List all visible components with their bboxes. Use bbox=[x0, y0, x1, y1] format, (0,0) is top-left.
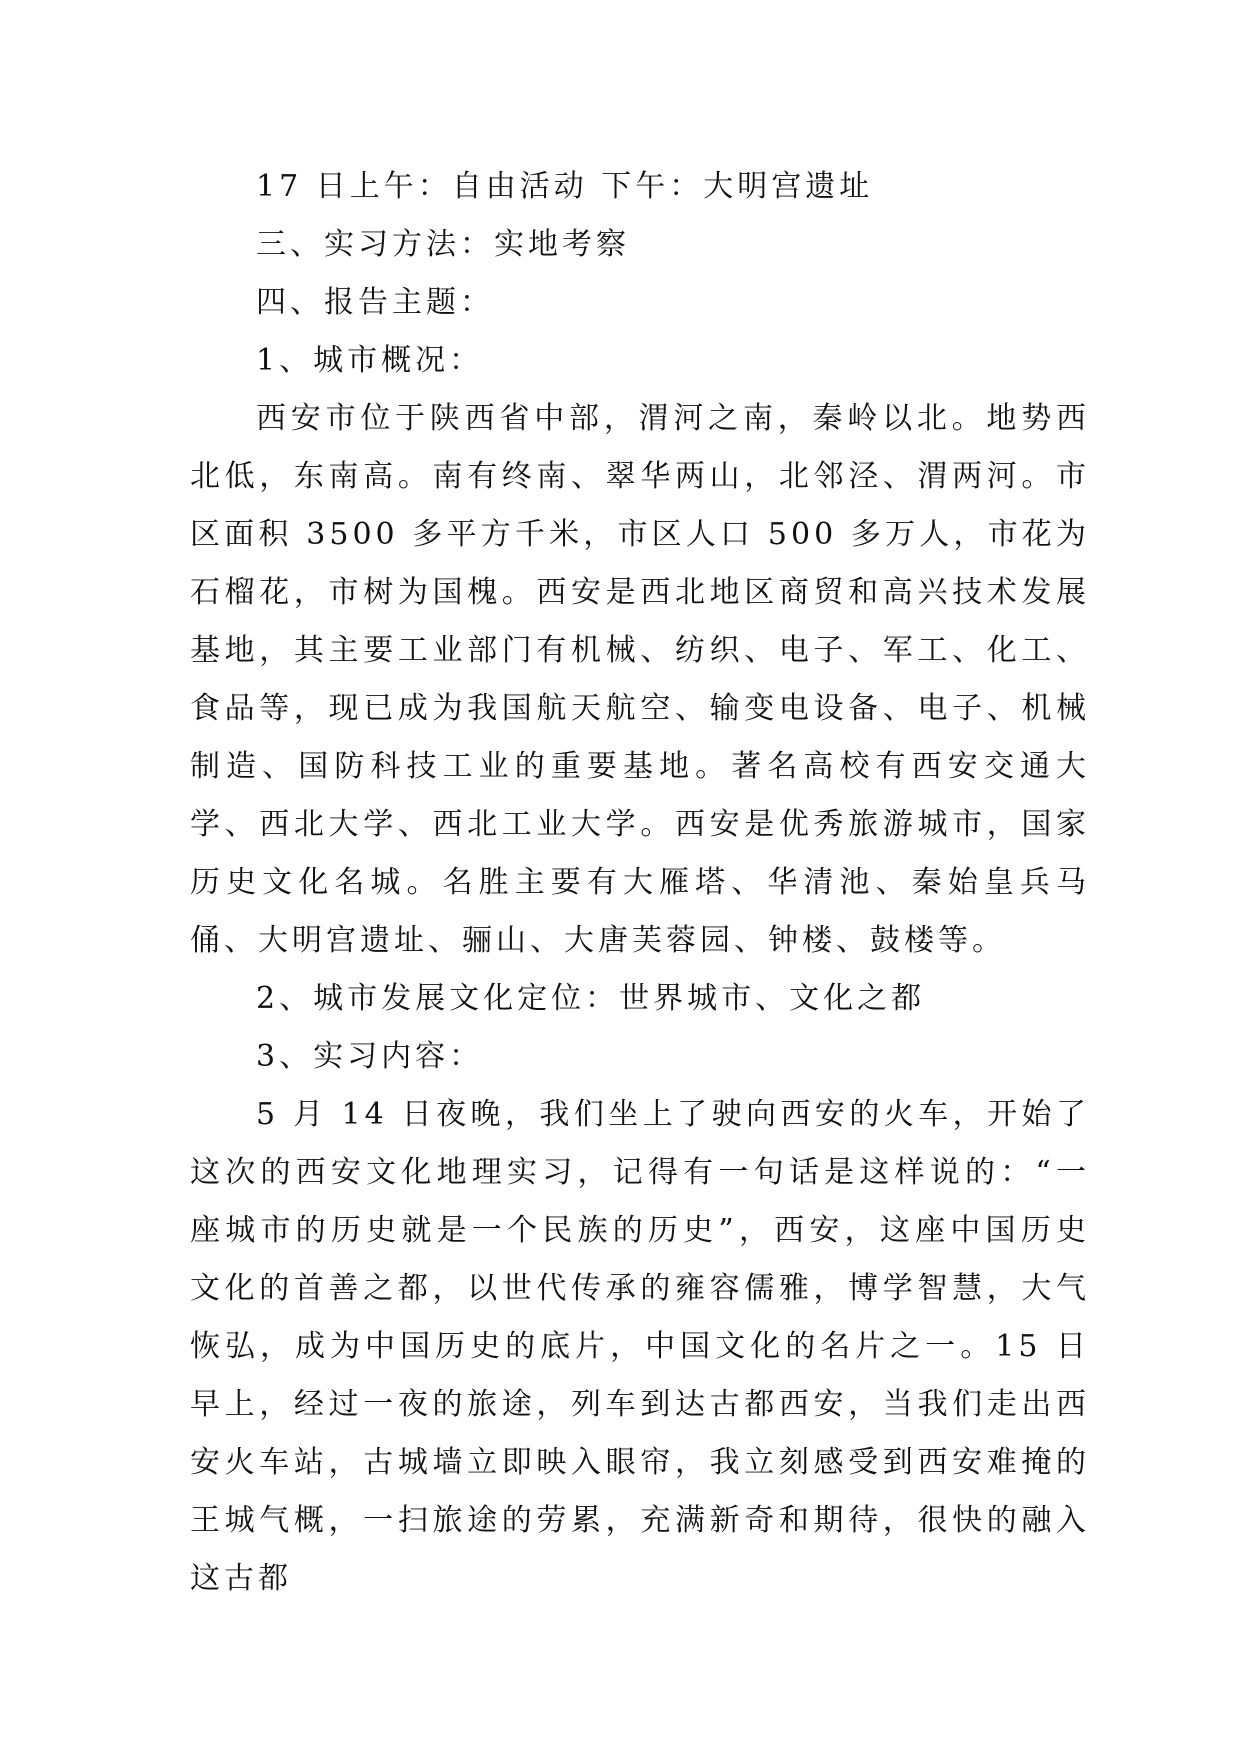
section-heading-topic: 四、报告主题： bbox=[256, 285, 494, 320]
document-body bbox=[190, 158, 1090, 1608]
subheading-internship-content: 3、实习内容： bbox=[256, 1039, 484, 1074]
schedule-line-17th: 17 日上午：自由活动 下午：大明宫遗址 bbox=[256, 169, 874, 204]
subheading-city-overview: 1、城市概况： bbox=[256, 343, 484, 378]
paragraph-city-overview: 西安市位于陕西省中部，渭河之南，秦岭以北。地势西北低，东南高。南有终南、翠华两山，北邻泾、渭两河。市区面积 3500 多平方千米，市区人口 500 多万人，市花为石榴花，市树为国槐。西安是西北地区商贸和高兴技术发展基地，其主要工业部门有机械、纺织、电子、军工、化工、食品等，现已成为我国航天航空、输变电设备、电子、机械制造、国防科技工业的重要基地。著名高校有西安交通大学、西北大学、西北工业大学。西安是优秀旅游城市，国家历史文化名城。名胜主要有大雁塔、华清池、秦始皇兵马俑、大明宫遗址、骊山、大唐芙蓉园、钟楼、鼓楼等。 bbox=[190, 401, 1090, 958]
section-heading-method: 三、实习方法：实地考察 bbox=[256, 227, 630, 262]
subheading-cultural-positioning: 2、城市发展文化定位：世界城市、文化之都 bbox=[256, 981, 926, 1016]
paragraph-internship-content: 5 月 14 日夜晚，我们坐上了驶向西安的火车，开始了这次的西安文化地理实习，记得有一句话是这样说的：“一座城市的历史就是一个民族的历史”，西安，这座中国历史文化的首善之都，以世代传承的雍容儒雅，博学智慧，大气恢弘，成为中国历史的底片，中国文化的名片之一。15 日早上，经过一夜的旅途，列车到达古都西安，当我们走出西安火车站，古城墙立即映入眼帘，我立刻感受到西安难掩的王城气概，一扫旅途的劳累，充满新奇和期待，很快的融入这古都 bbox=[190, 1097, 1090, 1596]
